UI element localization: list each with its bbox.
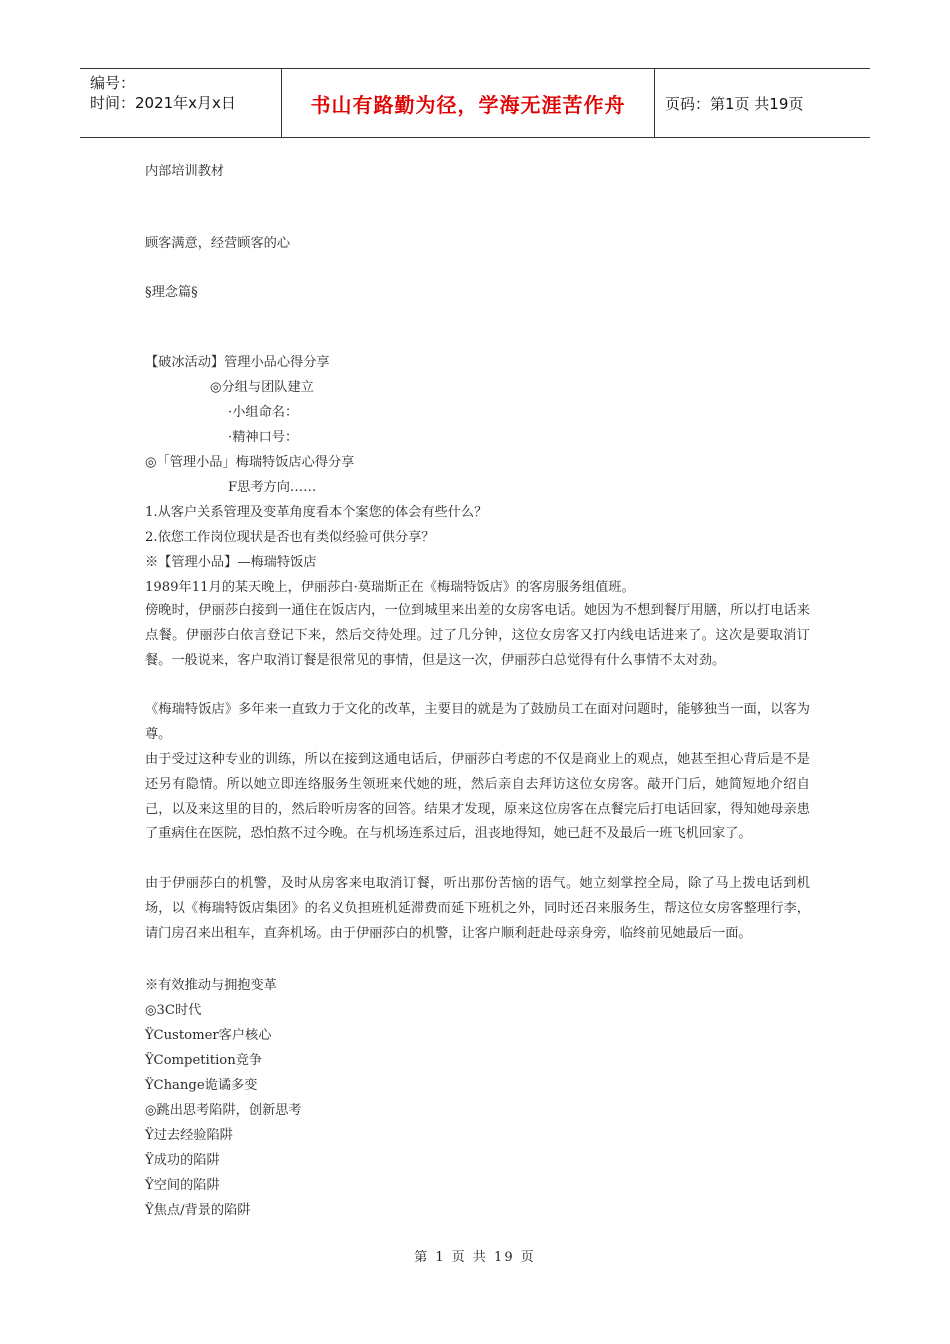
paragraph-3: 《梅瑞特饭店》多年来一直致力于文化的改革，主要目的就是为了鼓励员工在面对问题时，能够独当一面，以客为尊。 — [145, 702, 810, 742]
trap-heading: ◎跳出思考陷阱，创新思考 — [145, 1103, 302, 1118]
era-3c-heading: ◎3C时代 — [145, 1003, 202, 1018]
group-name-item: ·小组命名： — [228, 405, 299, 420]
list-item: ŸChange诡谲多变 — [145, 1078, 258, 1093]
header-divider — [654, 69, 655, 137]
paragraph-5: 由于伊丽莎白的机警，及时从房客来电取消订餐，听出那份苦恼的语气。她立刻掌控全局，除了马上拨电话到机场，以《梅瑞特饭店集团》的名义负担班机延滞费而延下班机之外，同时还召来服务生，帮这位女房客整理行李，请门房召来出租车，直奔机场。由于伊丽莎白的机警，让客户顺利赶赴母亲身旁，临终前见她最后一面。 — [145, 876, 810, 941]
case-title: ※【管理小品】—梅瑞特饭店 — [145, 555, 317, 570]
page-footer — [0, 1246, 950, 1265]
footer-page-number: 第 1 页 共 19 页 — [414, 1250, 536, 1265]
change-heading: ※有效推动与拥抱变革 — [145, 978, 277, 993]
number-label: 编号： — [90, 74, 136, 92]
header-motto: 书山有路勤为径，学海无涯苦作舟 — [310, 92, 626, 117]
header-page-info: 页码：第1页 共19页 — [665, 94, 804, 113]
activity-title: 【破冰活动】管理小品心得分享 — [145, 355, 330, 370]
doc-title: 顾客满意，经营顾客的心 — [145, 236, 291, 251]
list-item: Ÿ过去经验陷阱 — [145, 1128, 233, 1143]
page-header — [80, 68, 870, 138]
header-meta — [90, 73, 280, 113]
list-item: ŸCompetition竞争 — [145, 1053, 263, 1068]
paragraph-4: 由于受过这种专业的训练，所以在接到这通电话后，伊丽莎白考虑的不仅是商业上的观点，她甚至担心背后是不是还另有隐情。所以她立即连络服务生领班来代她的班，然后亲自去拜访这位女房客。敲开门后，她简短地介绍自己，以及来这里的目的，然后聆听房客的回答。结果才发现，原来这位房客在点餐完后打电话回家，得知她母亲患了重病住在医院，恐怕熬不过今晚。在与机场连系过后，沮丧地得知，她已赶不及最后一班飞机回家了。 — [145, 752, 810, 842]
paragraph-2: 傍晚时，伊丽莎白接到一通住在饭店内，一位到城里来出差的女房客电话。她因为不想到餐厅用膳，所以打电话来点餐。伊丽莎白依言登记下来，然后交待处理。过了几分钟，这位女房客又打内线电话进来了。这次是要取消订餐。一般说来，客户取消订餐是很常见的事情，但是这一次，伊丽莎白总觉得有什么事情不太对劲。 — [145, 603, 810, 668]
question-1: 1.从客户关系管理及变革角度看本个案您的体会有些什么？ — [145, 505, 488, 520]
list-item: Ÿ成功的陷阱 — [145, 1153, 220, 1168]
think-direction: F思考方向…… — [228, 480, 317, 495]
section-heading: §理念篇§ — [145, 285, 198, 300]
question-2: 2.依您工作岗位现状是否也有类似经验可供分享？ — [145, 530, 435, 545]
list-item: Ÿ焦点/背景的陷阱 — [145, 1203, 251, 1218]
group-slogan-item: ·精神口号： — [228, 430, 299, 445]
list-item: ŸCustomer客户核心 — [145, 1028, 272, 1043]
list-item: Ÿ空间的陷阱 — [145, 1178, 220, 1193]
doc-category: 内部培训教材 — [145, 164, 225, 179]
time-label: 时间：2021年x月x日 — [90, 94, 236, 112]
case-share-heading: ◎「管理小品」梅瑞特饭店心得分享 — [145, 455, 355, 470]
paragraph-1: 1989年11月的某天晚上，伊丽莎白·莫瑞斯正在《梅瑞特饭店》的客房服务组值班。 — [145, 580, 635, 595]
group-building: ◎分组与团队建立 — [210, 380, 314, 395]
